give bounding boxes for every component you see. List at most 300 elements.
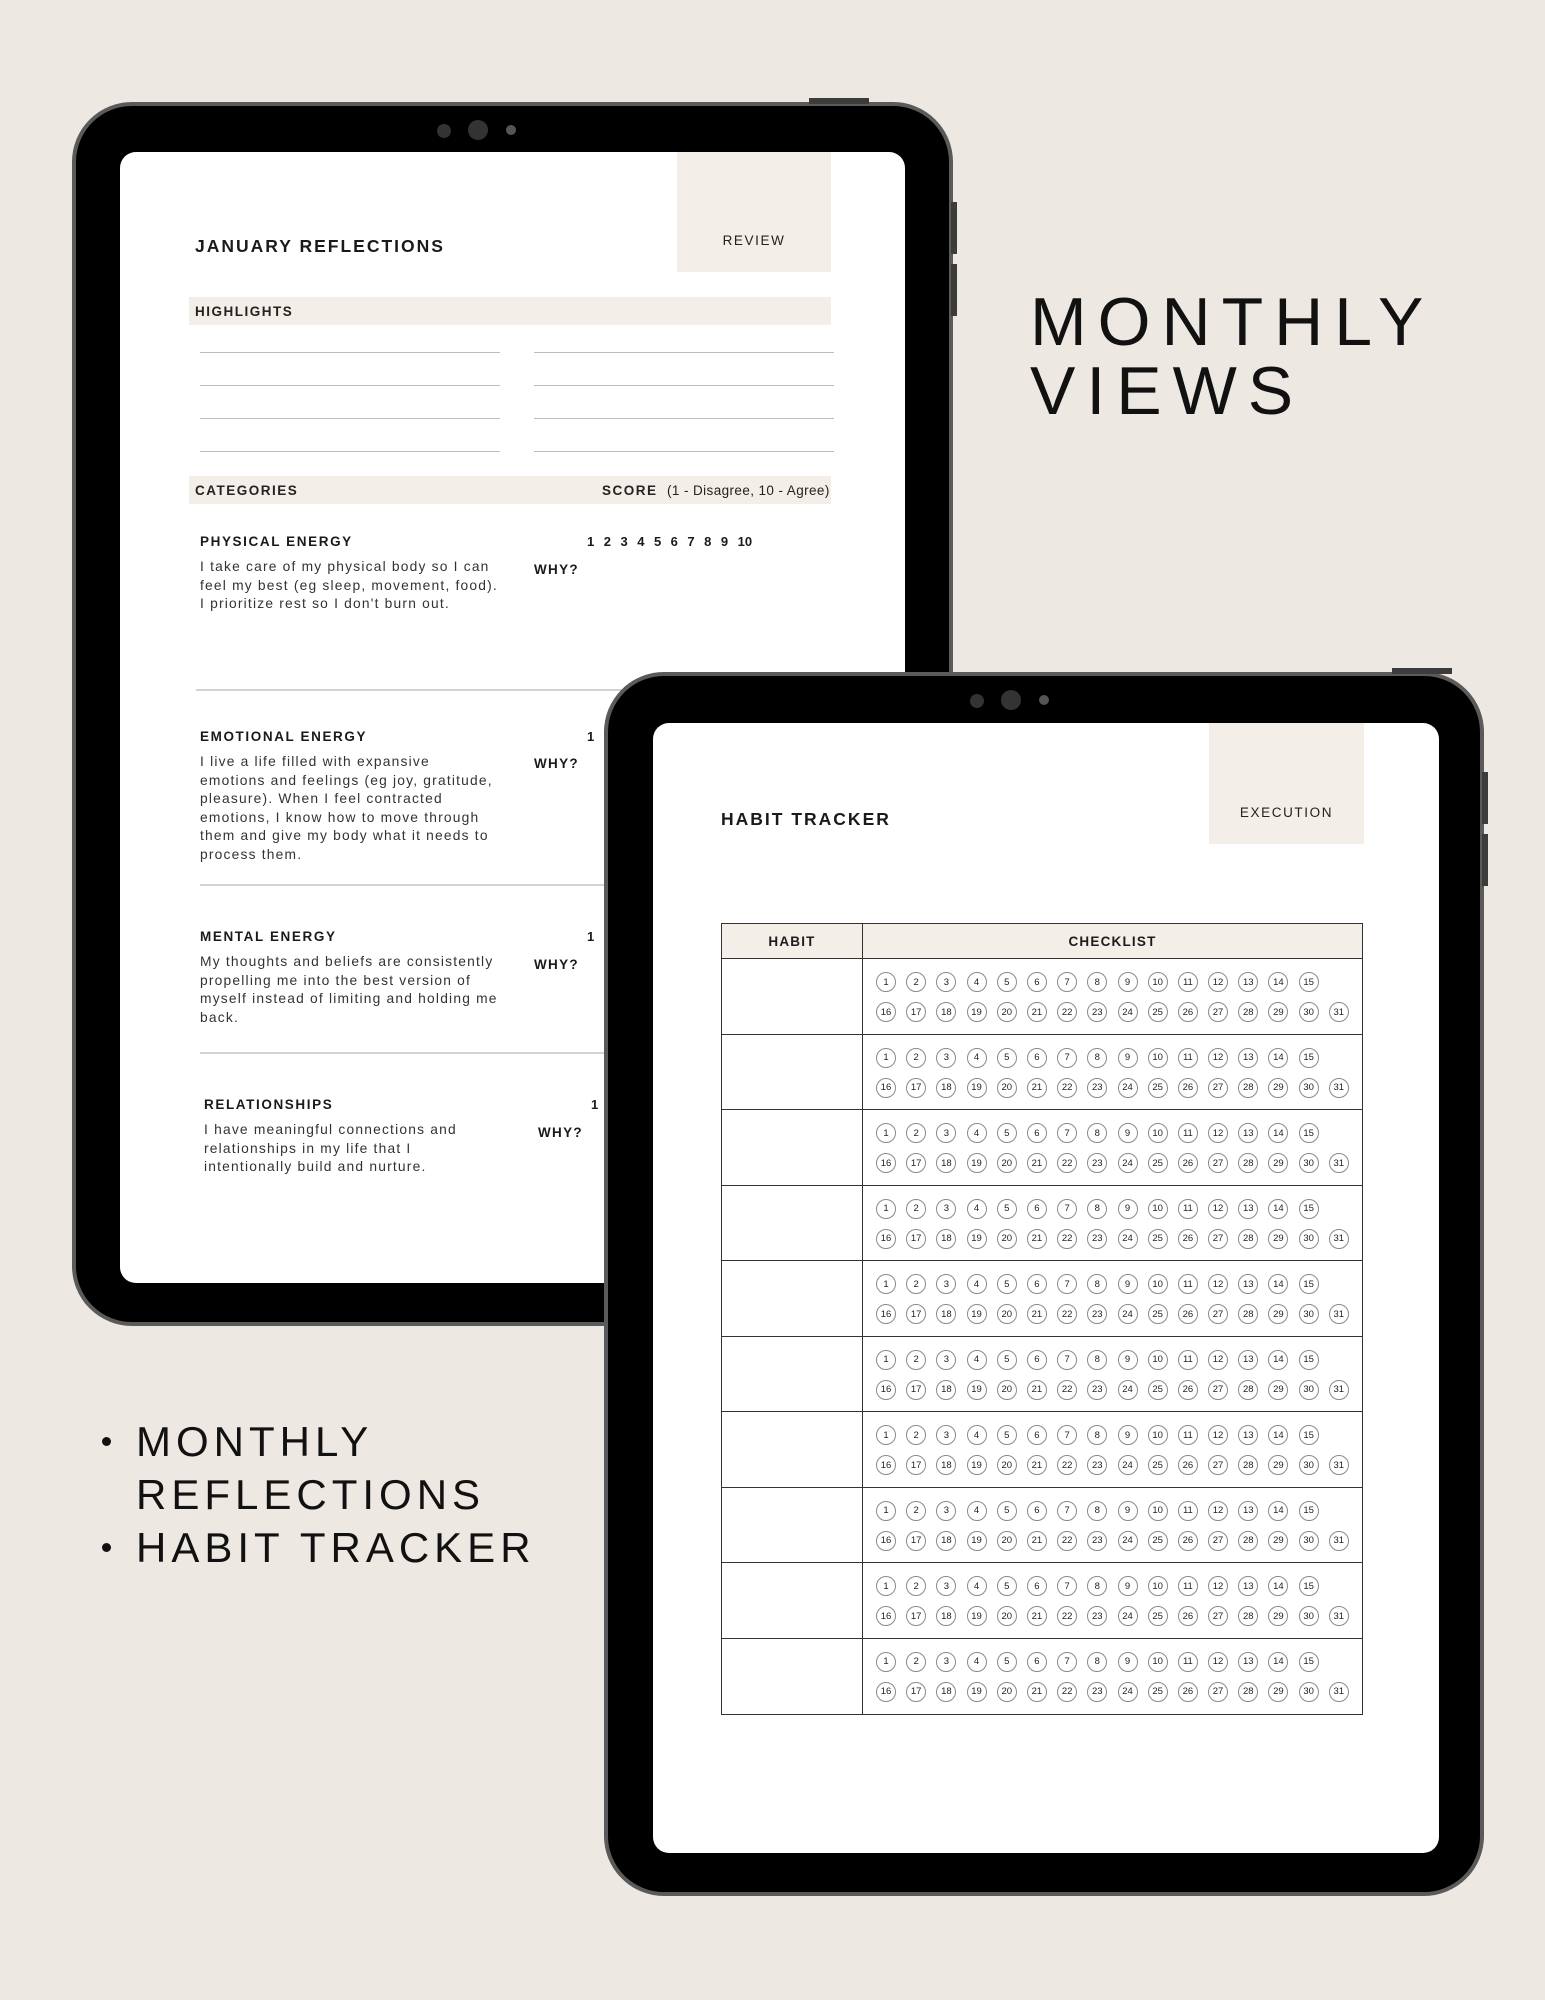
day-checkbox[interactable]: 5	[997, 1501, 1017, 1521]
day-checkbox[interactable]: 11	[1178, 1425, 1198, 1445]
day-checkbox[interactable]: 6	[1027, 1048, 1047, 1068]
day-checkbox[interactable]: 26	[1178, 1229, 1198, 1249]
day-checkbox[interactable]: 14	[1268, 1048, 1288, 1068]
day-checkbox[interactable]: 17	[906, 1229, 926, 1249]
day-checkbox[interactable]: 9	[1118, 1274, 1138, 1294]
day-checkbox[interactable]: 30	[1299, 1531, 1319, 1551]
day-checkbox[interactable]: 26	[1178, 1078, 1198, 1098]
day-checkbox[interactable]: 17	[906, 1002, 926, 1022]
day-checkbox[interactable]: 16	[876, 1455, 896, 1475]
day-checkbox[interactable]: 8	[1087, 1425, 1107, 1445]
day-checkbox[interactable]: 13	[1238, 1199, 1258, 1219]
day-checkbox[interactable]: 3	[936, 1123, 956, 1143]
day-checkbox[interactable]: 24	[1118, 1229, 1138, 1249]
day-checkbox[interactable]: 19	[967, 1229, 987, 1249]
day-checkbox[interactable]: 6	[1027, 1350, 1047, 1370]
habit-name-cell[interactable]	[722, 1563, 863, 1638]
day-checkbox[interactable]: 28	[1238, 1531, 1258, 1551]
day-checkbox[interactable]: 23	[1087, 1682, 1107, 1702]
day-checkbox[interactable]: 13	[1238, 1048, 1258, 1068]
day-checkbox[interactable]: 8	[1087, 1652, 1107, 1672]
day-checkbox[interactable]: 22	[1057, 1304, 1077, 1324]
day-checkbox[interactable]: 15	[1299, 1350, 1319, 1370]
day-checkbox[interactable]: 3	[936, 1350, 956, 1370]
day-checkbox[interactable]: 22	[1057, 1002, 1077, 1022]
day-checkbox[interactable]: 23	[1087, 1002, 1107, 1022]
day-checkbox[interactable]: 29	[1268, 1304, 1288, 1324]
day-checkbox[interactable]: 18	[936, 1606, 956, 1626]
day-checkbox[interactable]: 7	[1057, 1652, 1077, 1672]
day-checkbox[interactable]: 1	[876, 1501, 896, 1521]
day-checkbox[interactable]: 1	[876, 1123, 896, 1143]
day-checkbox[interactable]: 29	[1268, 1078, 1288, 1098]
day-checkbox[interactable]: 28	[1238, 1153, 1258, 1173]
highlight-line[interactable]	[534, 418, 834, 419]
day-checkbox[interactable]: 3	[936, 1274, 956, 1294]
day-checkbox[interactable]: 30	[1299, 1455, 1319, 1475]
day-checkbox[interactable]: 27	[1208, 1606, 1228, 1626]
day-checkbox[interactable]: 12	[1208, 1576, 1228, 1596]
day-checkbox[interactable]: 21	[1027, 1606, 1047, 1626]
day-checkbox[interactable]: 31	[1329, 1380, 1349, 1400]
day-checkbox[interactable]: 10	[1148, 1123, 1168, 1143]
day-checkbox[interactable]: 9	[1118, 1425, 1138, 1445]
day-checkbox[interactable]: 13	[1238, 1501, 1258, 1521]
day-checkbox[interactable]: 17	[906, 1455, 926, 1475]
day-checkbox[interactable]: 2	[906, 1501, 926, 1521]
day-checkbox[interactable]: 20	[997, 1002, 1017, 1022]
day-checkbox[interactable]: 7	[1057, 1199, 1077, 1219]
day-checkbox[interactable]: 19	[967, 1606, 987, 1626]
day-checkbox[interactable]: 25	[1148, 1153, 1168, 1173]
day-checkbox[interactable]: 12	[1208, 1274, 1228, 1294]
day-checkbox[interactable]: 10	[1148, 1199, 1168, 1219]
score-option[interactable]: 2	[603, 534, 611, 549]
day-checkbox[interactable]: 4	[967, 1652, 987, 1672]
day-checkbox[interactable]: 25	[1148, 1682, 1168, 1702]
day-checkbox[interactable]: 13	[1238, 1123, 1258, 1143]
day-checkbox[interactable]: 30	[1299, 1002, 1319, 1022]
day-checkbox[interactable]: 16	[876, 1078, 896, 1098]
highlight-line[interactable]	[534, 451, 834, 452]
day-checkbox[interactable]: 28	[1238, 1002, 1258, 1022]
day-checkbox[interactable]: 5	[997, 1350, 1017, 1370]
day-checkbox[interactable]: 24	[1118, 1380, 1138, 1400]
score-option[interactable]: 8	[704, 534, 712, 549]
day-checkbox[interactable]: 13	[1238, 1652, 1258, 1672]
score-option[interactable]: 10	[737, 534, 753, 549]
highlight-line[interactable]	[534, 352, 834, 353]
day-checkbox[interactable]: 31	[1329, 1002, 1349, 1022]
day-checkbox[interactable]: 21	[1027, 1002, 1047, 1022]
day-checkbox[interactable]: 31	[1329, 1531, 1349, 1551]
day-checkbox[interactable]: 22	[1057, 1229, 1077, 1249]
day-checkbox[interactable]: 12	[1208, 1199, 1228, 1219]
day-checkbox[interactable]: 5	[997, 1048, 1017, 1068]
day-checkbox[interactable]: 6	[1027, 1652, 1047, 1672]
day-checkbox[interactable]: 19	[967, 1455, 987, 1475]
day-checkbox[interactable]: 16	[876, 1531, 896, 1551]
day-checkbox[interactable]: 4	[967, 1576, 987, 1596]
day-checkbox[interactable]: 15	[1299, 1501, 1319, 1521]
day-checkbox[interactable]: 4	[967, 972, 987, 992]
day-checkbox[interactable]: 18	[936, 1531, 956, 1551]
day-checkbox[interactable]: 1	[876, 972, 896, 992]
day-checkbox[interactable]: 26	[1178, 1455, 1198, 1475]
day-checkbox[interactable]: 22	[1057, 1606, 1077, 1626]
day-checkbox[interactable]: 26	[1178, 1531, 1198, 1551]
day-checkbox[interactable]: 19	[967, 1304, 987, 1324]
day-checkbox[interactable]: 20	[997, 1229, 1017, 1249]
day-checkbox[interactable]: 30	[1299, 1153, 1319, 1173]
day-checkbox[interactable]: 14	[1268, 1350, 1288, 1370]
review-tab[interactable]: REVIEW	[677, 152, 831, 272]
score-option[interactable]: 7	[687, 534, 695, 549]
day-checkbox[interactable]: 1	[876, 1652, 896, 1672]
day-checkbox[interactable]: 5	[997, 1123, 1017, 1143]
day-checkbox[interactable]: 12	[1208, 1350, 1228, 1370]
day-checkbox[interactable]: 30	[1299, 1606, 1319, 1626]
day-checkbox[interactable]: 23	[1087, 1304, 1107, 1324]
day-checkbox[interactable]: 13	[1238, 1274, 1258, 1294]
day-checkbox[interactable]: 22	[1057, 1078, 1077, 1098]
day-checkbox[interactable]: 6	[1027, 1123, 1047, 1143]
day-checkbox[interactable]: 17	[906, 1380, 926, 1400]
day-checkbox[interactable]: 10	[1148, 1048, 1168, 1068]
day-checkbox[interactable]: 25	[1148, 1455, 1168, 1475]
day-checkbox[interactable]: 10	[1148, 1350, 1168, 1370]
day-checkbox[interactable]: 16	[876, 1229, 896, 1249]
day-checkbox[interactable]: 28	[1238, 1380, 1258, 1400]
score-option[interactable]: 4	[637, 534, 645, 549]
day-checkbox[interactable]: 30	[1299, 1304, 1319, 1324]
day-checkbox[interactable]: 27	[1208, 1682, 1228, 1702]
habit-name-cell[interactable]	[722, 1035, 863, 1110]
day-checkbox[interactable]: 23	[1087, 1455, 1107, 1475]
day-checkbox[interactable]: 6	[1027, 1425, 1047, 1445]
day-checkbox[interactable]: 31	[1329, 1606, 1349, 1626]
day-checkbox[interactable]: 12	[1208, 1123, 1228, 1143]
habit-name-cell[interactable]	[722, 1639, 863, 1715]
day-checkbox[interactable]: 26	[1178, 1682, 1198, 1702]
day-checkbox[interactable]: 2	[906, 1123, 926, 1143]
day-checkbox[interactable]: 7	[1057, 1350, 1077, 1370]
day-checkbox[interactable]: 21	[1027, 1304, 1047, 1324]
day-checkbox[interactable]: 29	[1268, 1229, 1288, 1249]
day-checkbox[interactable]: 8	[1087, 1199, 1107, 1219]
habit-name-cell[interactable]	[722, 1337, 863, 1412]
day-checkbox[interactable]: 21	[1027, 1229, 1047, 1249]
score-scale-start[interactable]: 1	[587, 729, 595, 744]
day-checkbox[interactable]: 9	[1118, 1048, 1138, 1068]
day-checkbox[interactable]: 17	[906, 1531, 926, 1551]
day-checkbox[interactable]: 21	[1027, 1531, 1047, 1551]
habit-name-cell[interactable]	[722, 1412, 863, 1487]
score-option[interactable]: 5	[653, 534, 662, 549]
highlight-line[interactable]	[200, 385, 500, 386]
day-checkbox[interactable]: 18	[936, 1380, 956, 1400]
day-checkbox[interactable]: 10	[1148, 972, 1168, 992]
day-checkbox[interactable]: 15	[1299, 1123, 1319, 1143]
day-checkbox[interactable]: 15	[1299, 1425, 1319, 1445]
day-checkbox[interactable]: 13	[1238, 1576, 1258, 1596]
day-checkbox[interactable]: 13	[1238, 1350, 1258, 1370]
day-checkbox[interactable]: 4	[967, 1123, 987, 1143]
day-checkbox[interactable]: 25	[1148, 1606, 1168, 1626]
day-checkbox[interactable]: 23	[1087, 1380, 1107, 1400]
day-checkbox[interactable]: 13	[1238, 1425, 1258, 1445]
day-checkbox[interactable]: 29	[1268, 1455, 1288, 1475]
day-checkbox[interactable]: 24	[1118, 1304, 1138, 1324]
day-checkbox[interactable]: 27	[1208, 1304, 1228, 1324]
day-checkbox[interactable]: 3	[936, 1501, 956, 1521]
day-checkbox[interactable]: 27	[1208, 1002, 1228, 1022]
day-checkbox[interactable]: 19	[967, 1002, 987, 1022]
day-checkbox[interactable]: 12	[1208, 1048, 1228, 1068]
day-checkbox[interactable]: 16	[876, 1304, 896, 1324]
day-checkbox[interactable]: 3	[936, 1652, 956, 1672]
day-checkbox[interactable]: 25	[1148, 1229, 1168, 1249]
day-checkbox[interactable]: 7	[1057, 1576, 1077, 1596]
day-checkbox[interactable]: 19	[967, 1682, 987, 1702]
habit-name-cell[interactable]	[722, 1261, 863, 1336]
day-checkbox[interactable]: 25	[1148, 1380, 1168, 1400]
score-option[interactable]: 3	[620, 534, 628, 549]
day-checkbox[interactable]: 22	[1057, 1682, 1077, 1702]
day-checkbox[interactable]: 2	[906, 1425, 926, 1445]
day-checkbox[interactable]: 23	[1087, 1153, 1107, 1173]
day-checkbox[interactable]: 16	[876, 1153, 896, 1173]
day-checkbox[interactable]: 5	[997, 1425, 1017, 1445]
day-checkbox[interactable]: 1	[876, 1274, 896, 1294]
highlight-line[interactable]	[534, 385, 834, 386]
day-checkbox[interactable]: 10	[1148, 1274, 1168, 1294]
day-checkbox[interactable]: 21	[1027, 1153, 1047, 1173]
day-checkbox[interactable]: 18	[936, 1304, 956, 1324]
day-checkbox[interactable]: 27	[1208, 1380, 1228, 1400]
day-checkbox[interactable]: 26	[1178, 1153, 1198, 1173]
day-checkbox[interactable]: 14	[1268, 1274, 1288, 1294]
day-checkbox[interactable]: 27	[1208, 1531, 1228, 1551]
day-checkbox[interactable]: 17	[906, 1682, 926, 1702]
day-checkbox[interactable]: 9	[1118, 1576, 1138, 1596]
day-checkbox[interactable]: 20	[997, 1606, 1017, 1626]
day-checkbox[interactable]: 13	[1238, 972, 1258, 992]
day-checkbox[interactable]: 20	[997, 1531, 1017, 1551]
day-checkbox[interactable]: 9	[1118, 1350, 1138, 1370]
day-checkbox[interactable]: 17	[906, 1606, 926, 1626]
day-checkbox[interactable]: 3	[936, 1576, 956, 1596]
day-checkbox[interactable]: 1	[876, 1350, 896, 1370]
day-checkbox[interactable]: 25	[1148, 1078, 1168, 1098]
day-checkbox[interactable]: 11	[1178, 1048, 1198, 1068]
day-checkbox[interactable]: 15	[1299, 1199, 1319, 1219]
day-checkbox[interactable]: 29	[1268, 1682, 1288, 1702]
day-checkbox[interactable]: 17	[906, 1078, 926, 1098]
day-checkbox[interactable]: 7	[1057, 1501, 1077, 1521]
day-checkbox[interactable]: 28	[1238, 1229, 1258, 1249]
day-checkbox[interactable]: 24	[1118, 1531, 1138, 1551]
day-checkbox[interactable]: 4	[967, 1274, 987, 1294]
day-checkbox[interactable]: 4	[967, 1199, 987, 1219]
day-checkbox[interactable]: 8	[1087, 1576, 1107, 1596]
day-checkbox[interactable]: 30	[1299, 1078, 1319, 1098]
score-option[interactable]: 9	[720, 534, 729, 549]
day-checkbox[interactable]: 24	[1118, 1002, 1138, 1022]
day-checkbox[interactable]: 14	[1268, 972, 1288, 992]
day-checkbox[interactable]: 2	[906, 972, 926, 992]
day-checkbox[interactable]: 11	[1178, 1350, 1198, 1370]
day-checkbox[interactable]: 25	[1148, 1002, 1168, 1022]
day-checkbox[interactable]: 9	[1118, 972, 1138, 992]
day-checkbox[interactable]: 15	[1299, 972, 1319, 992]
day-checkbox[interactable]: 7	[1057, 1425, 1077, 1445]
day-checkbox[interactable]: 7	[1057, 1274, 1077, 1294]
day-checkbox[interactable]: 21	[1027, 1380, 1047, 1400]
score-option[interactable]: 6	[670, 534, 678, 549]
day-checkbox[interactable]: 26	[1178, 1380, 1198, 1400]
execution-tab[interactable]: EXECUTION	[1209, 723, 1364, 844]
day-checkbox[interactable]: 27	[1208, 1153, 1228, 1173]
day-checkbox[interactable]: 22	[1057, 1153, 1077, 1173]
day-checkbox[interactable]: 19	[967, 1531, 987, 1551]
day-checkbox[interactable]: 9	[1118, 1501, 1138, 1521]
day-checkbox[interactable]: 26	[1178, 1304, 1198, 1324]
day-checkbox[interactable]: 16	[876, 1380, 896, 1400]
day-checkbox[interactable]: 2	[906, 1652, 926, 1672]
day-checkbox[interactable]: 3	[936, 972, 956, 992]
day-checkbox[interactable]: 29	[1268, 1531, 1288, 1551]
score-option[interactable]: 1	[587, 534, 595, 549]
day-checkbox[interactable]: 6	[1027, 1501, 1047, 1521]
day-checkbox[interactable]: 30	[1299, 1229, 1319, 1249]
day-checkbox[interactable]: 2	[906, 1350, 926, 1370]
day-checkbox[interactable]: 21	[1027, 1455, 1047, 1475]
day-checkbox[interactable]: 4	[967, 1350, 987, 1370]
day-checkbox[interactable]: 15	[1299, 1048, 1319, 1068]
day-checkbox[interactable]: 19	[967, 1153, 987, 1173]
day-checkbox[interactable]: 11	[1178, 1123, 1198, 1143]
day-checkbox[interactable]: 12	[1208, 1425, 1228, 1445]
day-checkbox[interactable]: 14	[1268, 1123, 1288, 1143]
day-checkbox[interactable]: 11	[1178, 972, 1198, 992]
day-checkbox[interactable]: 5	[997, 1274, 1017, 1294]
day-checkbox[interactable]: 6	[1027, 1199, 1047, 1219]
day-checkbox[interactable]: 21	[1027, 1682, 1047, 1702]
highlight-line[interactable]	[200, 352, 500, 353]
day-checkbox[interactable]: 20	[997, 1304, 1017, 1324]
day-checkbox[interactable]: 14	[1268, 1576, 1288, 1596]
day-checkbox[interactable]: 1	[876, 1048, 896, 1068]
day-checkbox[interactable]: 29	[1268, 1606, 1288, 1626]
day-checkbox[interactable]: 12	[1208, 1501, 1228, 1521]
day-checkbox[interactable]: 5	[997, 972, 1017, 992]
day-checkbox[interactable]: 6	[1027, 1274, 1047, 1294]
day-checkbox[interactable]: 24	[1118, 1455, 1138, 1475]
day-checkbox[interactable]: 30	[1299, 1682, 1319, 1702]
day-checkbox[interactable]: 10	[1148, 1652, 1168, 1672]
day-checkbox[interactable]: 5	[997, 1652, 1017, 1672]
day-checkbox[interactable]: 11	[1178, 1576, 1198, 1596]
day-checkbox[interactable]: 9	[1118, 1123, 1138, 1143]
day-checkbox[interactable]: 15	[1299, 1652, 1319, 1672]
day-checkbox[interactable]: 25	[1148, 1304, 1168, 1324]
day-checkbox[interactable]: 8	[1087, 972, 1107, 992]
day-checkbox[interactable]: 24	[1118, 1078, 1138, 1098]
day-checkbox[interactable]: 29	[1268, 1153, 1288, 1173]
day-checkbox[interactable]: 28	[1238, 1606, 1258, 1626]
day-checkbox[interactable]: 2	[906, 1576, 926, 1596]
habit-name-cell[interactable]	[722, 1488, 863, 1563]
day-checkbox[interactable]: 20	[997, 1153, 1017, 1173]
day-checkbox[interactable]: 20	[997, 1078, 1017, 1098]
day-checkbox[interactable]: 7	[1057, 972, 1077, 992]
day-checkbox[interactable]: 16	[876, 1682, 896, 1702]
day-checkbox[interactable]: 27	[1208, 1229, 1228, 1249]
score-scale-start[interactable]: 1	[587, 929, 595, 944]
day-checkbox[interactable]: 31	[1329, 1682, 1349, 1702]
day-checkbox[interactable]: 1	[876, 1576, 896, 1596]
day-checkbox[interactable]: 2	[906, 1274, 926, 1294]
day-checkbox[interactable]: 28	[1238, 1682, 1258, 1702]
day-checkbox[interactable]: 1	[876, 1425, 896, 1445]
day-checkbox[interactable]: 9	[1118, 1652, 1138, 1672]
highlight-line[interactable]	[200, 418, 500, 419]
day-checkbox[interactable]: 31	[1329, 1455, 1349, 1475]
day-checkbox[interactable]: 23	[1087, 1229, 1107, 1249]
day-checkbox[interactable]: 18	[936, 1002, 956, 1022]
day-checkbox[interactable]: 27	[1208, 1455, 1228, 1475]
day-checkbox[interactable]: 28	[1238, 1304, 1258, 1324]
day-checkbox[interactable]: 6	[1027, 1576, 1047, 1596]
day-checkbox[interactable]: 28	[1238, 1078, 1258, 1098]
day-checkbox[interactable]: 28	[1238, 1455, 1258, 1475]
highlight-line[interactable]	[200, 451, 500, 452]
day-checkbox[interactable]: 1	[876, 1199, 896, 1219]
day-checkbox[interactable]: 14	[1268, 1199, 1288, 1219]
day-checkbox[interactable]: 3	[936, 1199, 956, 1219]
day-checkbox[interactable]: 21	[1027, 1078, 1047, 1098]
day-checkbox[interactable]: 26	[1178, 1002, 1198, 1022]
day-checkbox[interactable]: 3	[936, 1048, 956, 1068]
day-checkbox[interactable]: 22	[1057, 1531, 1077, 1551]
day-checkbox[interactable]: 23	[1087, 1078, 1107, 1098]
day-checkbox[interactable]: 4	[967, 1425, 987, 1445]
day-checkbox[interactable]: 4	[967, 1501, 987, 1521]
day-checkbox[interactable]: 20	[997, 1380, 1017, 1400]
day-checkbox[interactable]: 16	[876, 1002, 896, 1022]
day-checkbox[interactable]: 17	[906, 1304, 926, 1324]
day-checkbox[interactable]: 30	[1299, 1380, 1319, 1400]
day-checkbox[interactable]: 7	[1057, 1048, 1077, 1068]
day-checkbox[interactable]: 2	[906, 1199, 926, 1219]
day-checkbox[interactable]: 17	[906, 1153, 926, 1173]
day-checkbox[interactable]: 4	[967, 1048, 987, 1068]
day-checkbox[interactable]: 8	[1087, 1274, 1107, 1294]
day-checkbox[interactable]: 23	[1087, 1531, 1107, 1551]
day-checkbox[interactable]: 22	[1057, 1455, 1077, 1475]
day-checkbox[interactable]: 12	[1208, 972, 1228, 992]
day-checkbox[interactable]: 8	[1087, 1350, 1107, 1370]
day-checkbox[interactable]: 8	[1087, 1123, 1107, 1143]
day-checkbox[interactable]: 20	[997, 1682, 1017, 1702]
habit-name-cell[interactable]	[722, 959, 863, 1034]
day-checkbox[interactable]: 19	[967, 1078, 987, 1098]
day-checkbox[interactable]: 18	[936, 1229, 956, 1249]
day-checkbox[interactable]: 6	[1027, 972, 1047, 992]
day-checkbox[interactable]: 24	[1118, 1682, 1138, 1702]
day-checkbox[interactable]: 3	[936, 1425, 956, 1445]
